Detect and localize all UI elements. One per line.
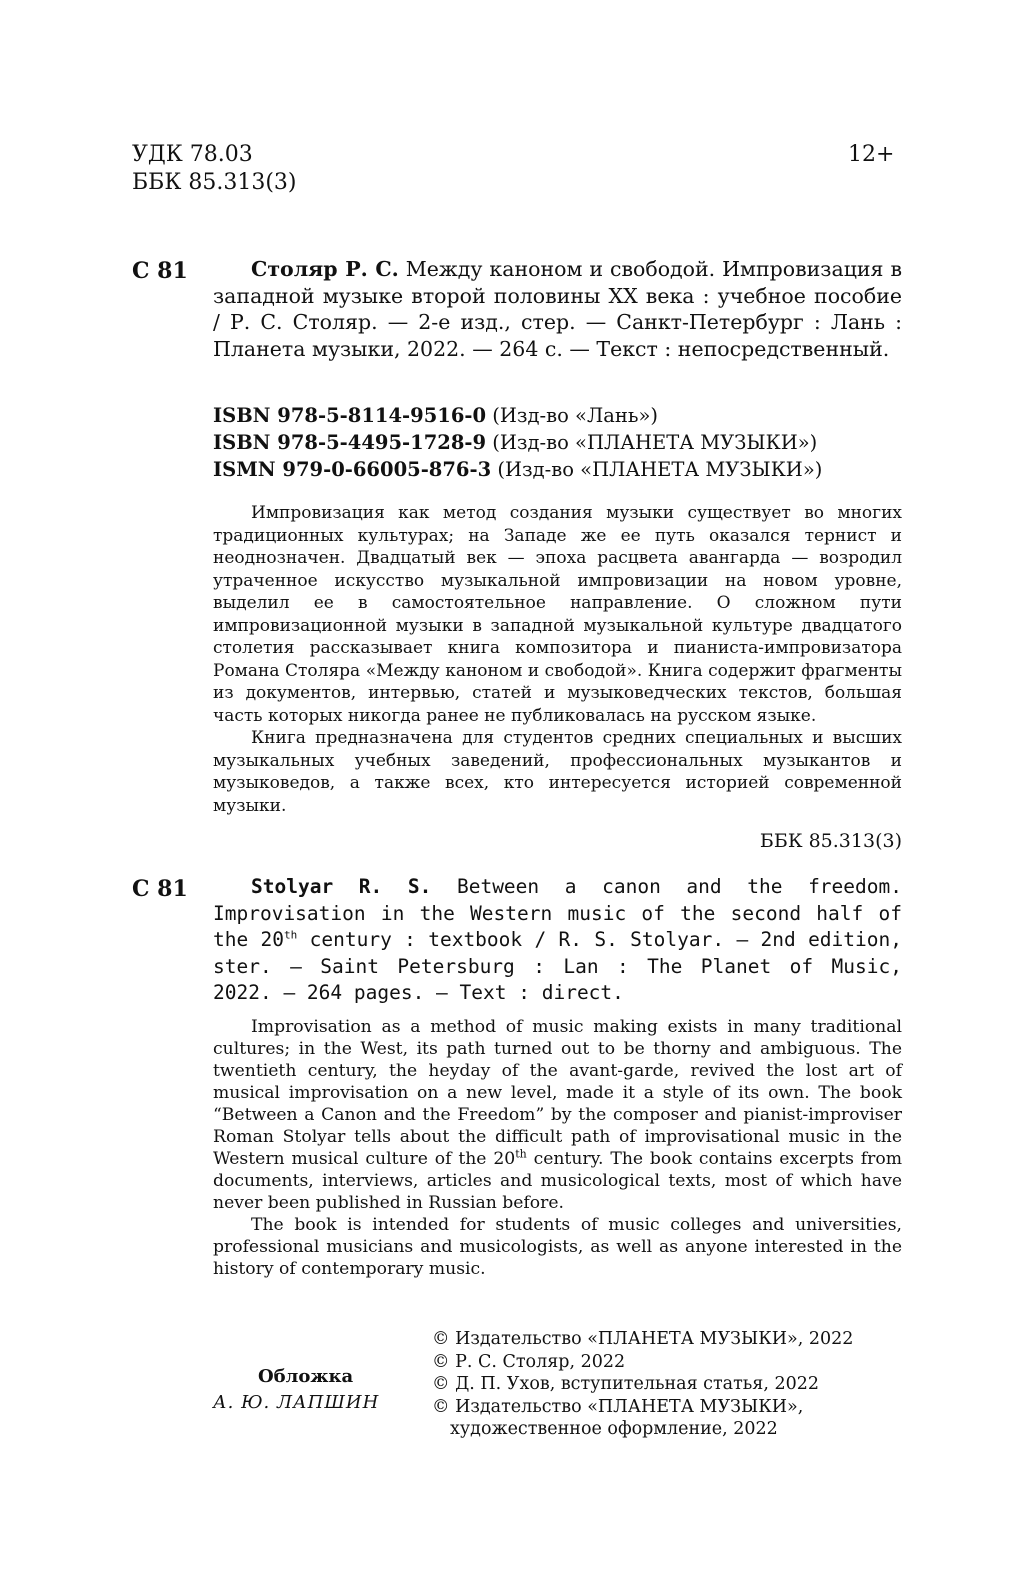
copyright-line: © Р. С. Столяр, 2022	[432, 1351, 626, 1372]
ru-author: Столяр Р. С.	[251, 257, 399, 281]
udk-code: УДК 78.03	[132, 142, 253, 167]
isbn-line: ISBN 978-5-4495-1728-9 (Изд-во «ПЛАНЕТА МУЗЫКИ»)	[213, 431, 818, 454]
ru-bbk-repeat: ББК 85.313(3)	[759, 830, 902, 852]
cover-artist: А. Ю. ЛАПШИН	[213, 1392, 380, 1413]
en-bibliographic-record: Stolyar R. S. Between a canon and the freedom. Improvisation in the Western music of the second half of the 20th century : textbook / R. S. Stolyar. — 2nd edition, ster. — Saint Petersburg : Lan : The Planet of Music, 2022. — 264 pages. — Text : direct.	[213, 875, 902, 1004]
ru-abstract	[213, 502, 902, 817]
ru-abstract-paragraph-1: Импровизация как метод создания музыки существует во многих традиционных культурах; на Западе же ее путь оказался тернист и неоднозначен. Двадцатый век — эпоха расцвета авангарда — возродил утраченное искусство музыкальной импровизации на новом уровне, выделил ее в самостоятельное направление. О сложном пути импровизационной музыки в западной музыкальной культуре двадцатого столетия рассказывает книга композитора и пианиста-импровизатора Романа Столяра «Между каноном и свободой». Книга содержит фрагменты из документов, интервью, статей и музыковедческих текстов, большая часть которых никогда ранее не публиковалась на русском языке.	[213, 503, 902, 726]
copyright-block	[432, 1328, 902, 1441]
ru-abstract-paragraph-2: Книга предназначена для студентов средних специальных и высших музыкальных учебных заведений, профессиональных музыкантов и музыковедов, а также всех, кто интересуется историей современной музыки.	[213, 728, 902, 816]
en-abstract-paragraph-1: Improvisation as a method of music making exists in many traditional cultures; in the West, its path turned out to be thorny and ambiguous. The twentieth century, the heyday of the avant-garde, revived the lost art of musical improvisation on a new level, made it a style of its own. The book “Between a Canon and the Freedom” by the composer and pianist-improviser Roman Stolyar tells about the difficult path of improvisational music in the Western musical culture of the 20th century. The book contains excerpts from documents, interviews, articles and musicological texts, most of which have never been published in Russian before.	[213, 1017, 902, 1213]
en-author: Stolyar R. S.	[251, 875, 432, 898]
ismn-line: ISMN 979-0-66005-876-3 (Изд-во «ПЛАНЕТА МУЗЫКИ»)	[213, 458, 823, 481]
ru-shelf-mark: С 81	[132, 258, 188, 284]
bbk-code: ББК 85.313(3)	[132, 170, 297, 195]
age-rating: 12+	[848, 142, 895, 167]
copyright-line: © Д. П. Ухов, вступительная статья, 2022	[432, 1374, 819, 1394]
copyright-line: © Издательство «ПЛАНЕТА МУЗЫКИ», художественное оформление, 2022	[432, 1396, 804, 1439]
en-abstract	[213, 1016, 902, 1280]
en-shelf-mark: С 81	[132, 876, 188, 902]
ru-bibliographic-text: Между каноном и свободой. Импровизация в западной музыке второй половины XX века : учебное пособие / Р. С. Столяр. — 2-е изд., стер. — Санкт-Петербург : Лань : Планета музыки, 2022. — 264 с. — Текст : непосредственный.	[213, 257, 902, 361]
cover-label: Обложка	[258, 1366, 354, 1387]
isbn-list	[213, 402, 822, 483]
isbn-line: ISBN 978-5-8114-9516-0 (Изд-во «Лань»)	[213, 404, 659, 427]
en-abstract-paragraph-2: The book is intended for students of music colleges and universities, professional musicians and musicologists, as well as anyone interested in the history of contemporary music.	[213, 1215, 902, 1279]
ru-bibliographic-record	[213, 256, 902, 362]
copyright-line: © Издательство «ПЛАНЕТА МУЗЫКИ», 2022	[432, 1329, 854, 1349]
